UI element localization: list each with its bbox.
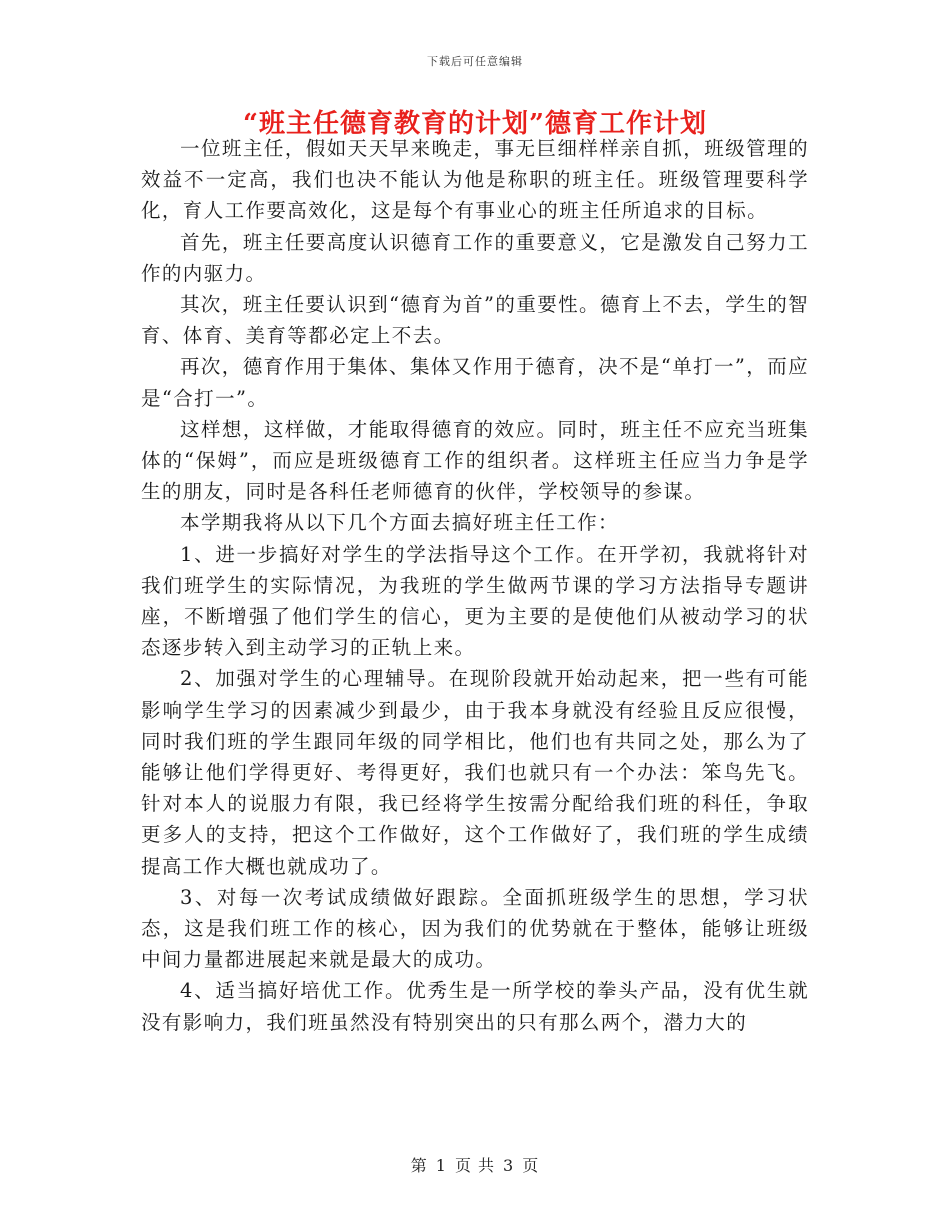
page-label-mid: 页 共 — [454, 1156, 496, 1175]
paragraph-intro: 一位班主任，假如天天早来晚走，事无巨细样样亲自抓，班级管理的效益不一定高，我们也决不能认为他是称职的班主任。班级管理要科学化，育人工作要高效化，这是每个有事业心的班主任所追求的目标。 — [141, 137, 809, 223]
document-body — [141, 133, 809, 1038]
page-number: 1 — [435, 1156, 447, 1175]
paragraph-third: 再次，德育作用于集体、集体又作用于德育，决不是“单打一”，而应是“合打一”。 — [141, 355, 809, 410]
page-total: 3 — [503, 1156, 515, 1175]
paragraph-item-4: 4、适当搞好培优工作。优秀生是一所学校的拳头产品，没有优生就没有影响力，我们班虽然没有特别突出的只有那么两个，潜力大的 — [141, 979, 809, 1034]
paragraph-item-3: 3、对每一次考试成绩做好跟踪。全面抓班级学生的思想，学习状态，这是我们班工作的核心，因为我们的优势就在于整体，能够让班级中间力量都进展起来就是最大的成功。 — [141, 885, 809, 972]
paragraph-summary: 这样想，这样做，才能取得德育的效应。同时，班主任不应充当班集体的“保姆”，而应是班级德育工作的组织者。这样班主任应当力争是学生的朋友，同时是各科任老师德育的伙伴，学校领导的参谋。 — [141, 417, 809, 504]
paragraph-plan-intro: 本学期我将从以下几个方面去搞好班主任工作： — [180, 511, 619, 535]
paragraph-second: 其次，班主任要认识到“德育为首”的重要性。德育上不去，学生的智育、体育、美育等都必定上不去。 — [141, 293, 809, 348]
paragraph-item-2: 2、加强对学生的心理辅导。在现阶段就开始动起来，把一些有可能影响学生学习的因素减少到最少，由于我本身就没有经验且反应很慢，同时我们班的学生跟同年级的同学相比，他们也有共同之处，那么为了能够让他们学得更好、考得更好，我们也就只有一个办法：笨鸟先飞。针对本人的说服力有限，我已经将学生按需分配给我们班的科任，争取更多人的支持，把这个工作做好，这个工作做好了，我们班的学生成绩提高工作大概也就成功了。 — [141, 667, 809, 878]
page-label-prefix: 第 — [410, 1156, 428, 1175]
page-header-note: 下载后可任意编辑 — [427, 55, 523, 68]
page-label-suffix: 页 — [522, 1156, 540, 1175]
paragraph-first: 首先，班主任要高度认识德育工作的重要意义，它是激发自己努力工作的内驱力。 — [141, 230, 809, 285]
paragraph-item-1: 1、进一步搞好对学生的学法指导这个工作。在开学初，我就将针对我们班学生的实际情况，为我班的学生做两节课的学习方法指导专题讲座，不断增强了他们学生的信心，更为主要的是使他们从被动学习的状态逐步转入到主动学习的正轨上来。 — [141, 542, 809, 660]
document-title: “班主任德育教育的计划”德育工作计划 — [243, 109, 707, 139]
page-footer — [0, 1153, 950, 1176]
